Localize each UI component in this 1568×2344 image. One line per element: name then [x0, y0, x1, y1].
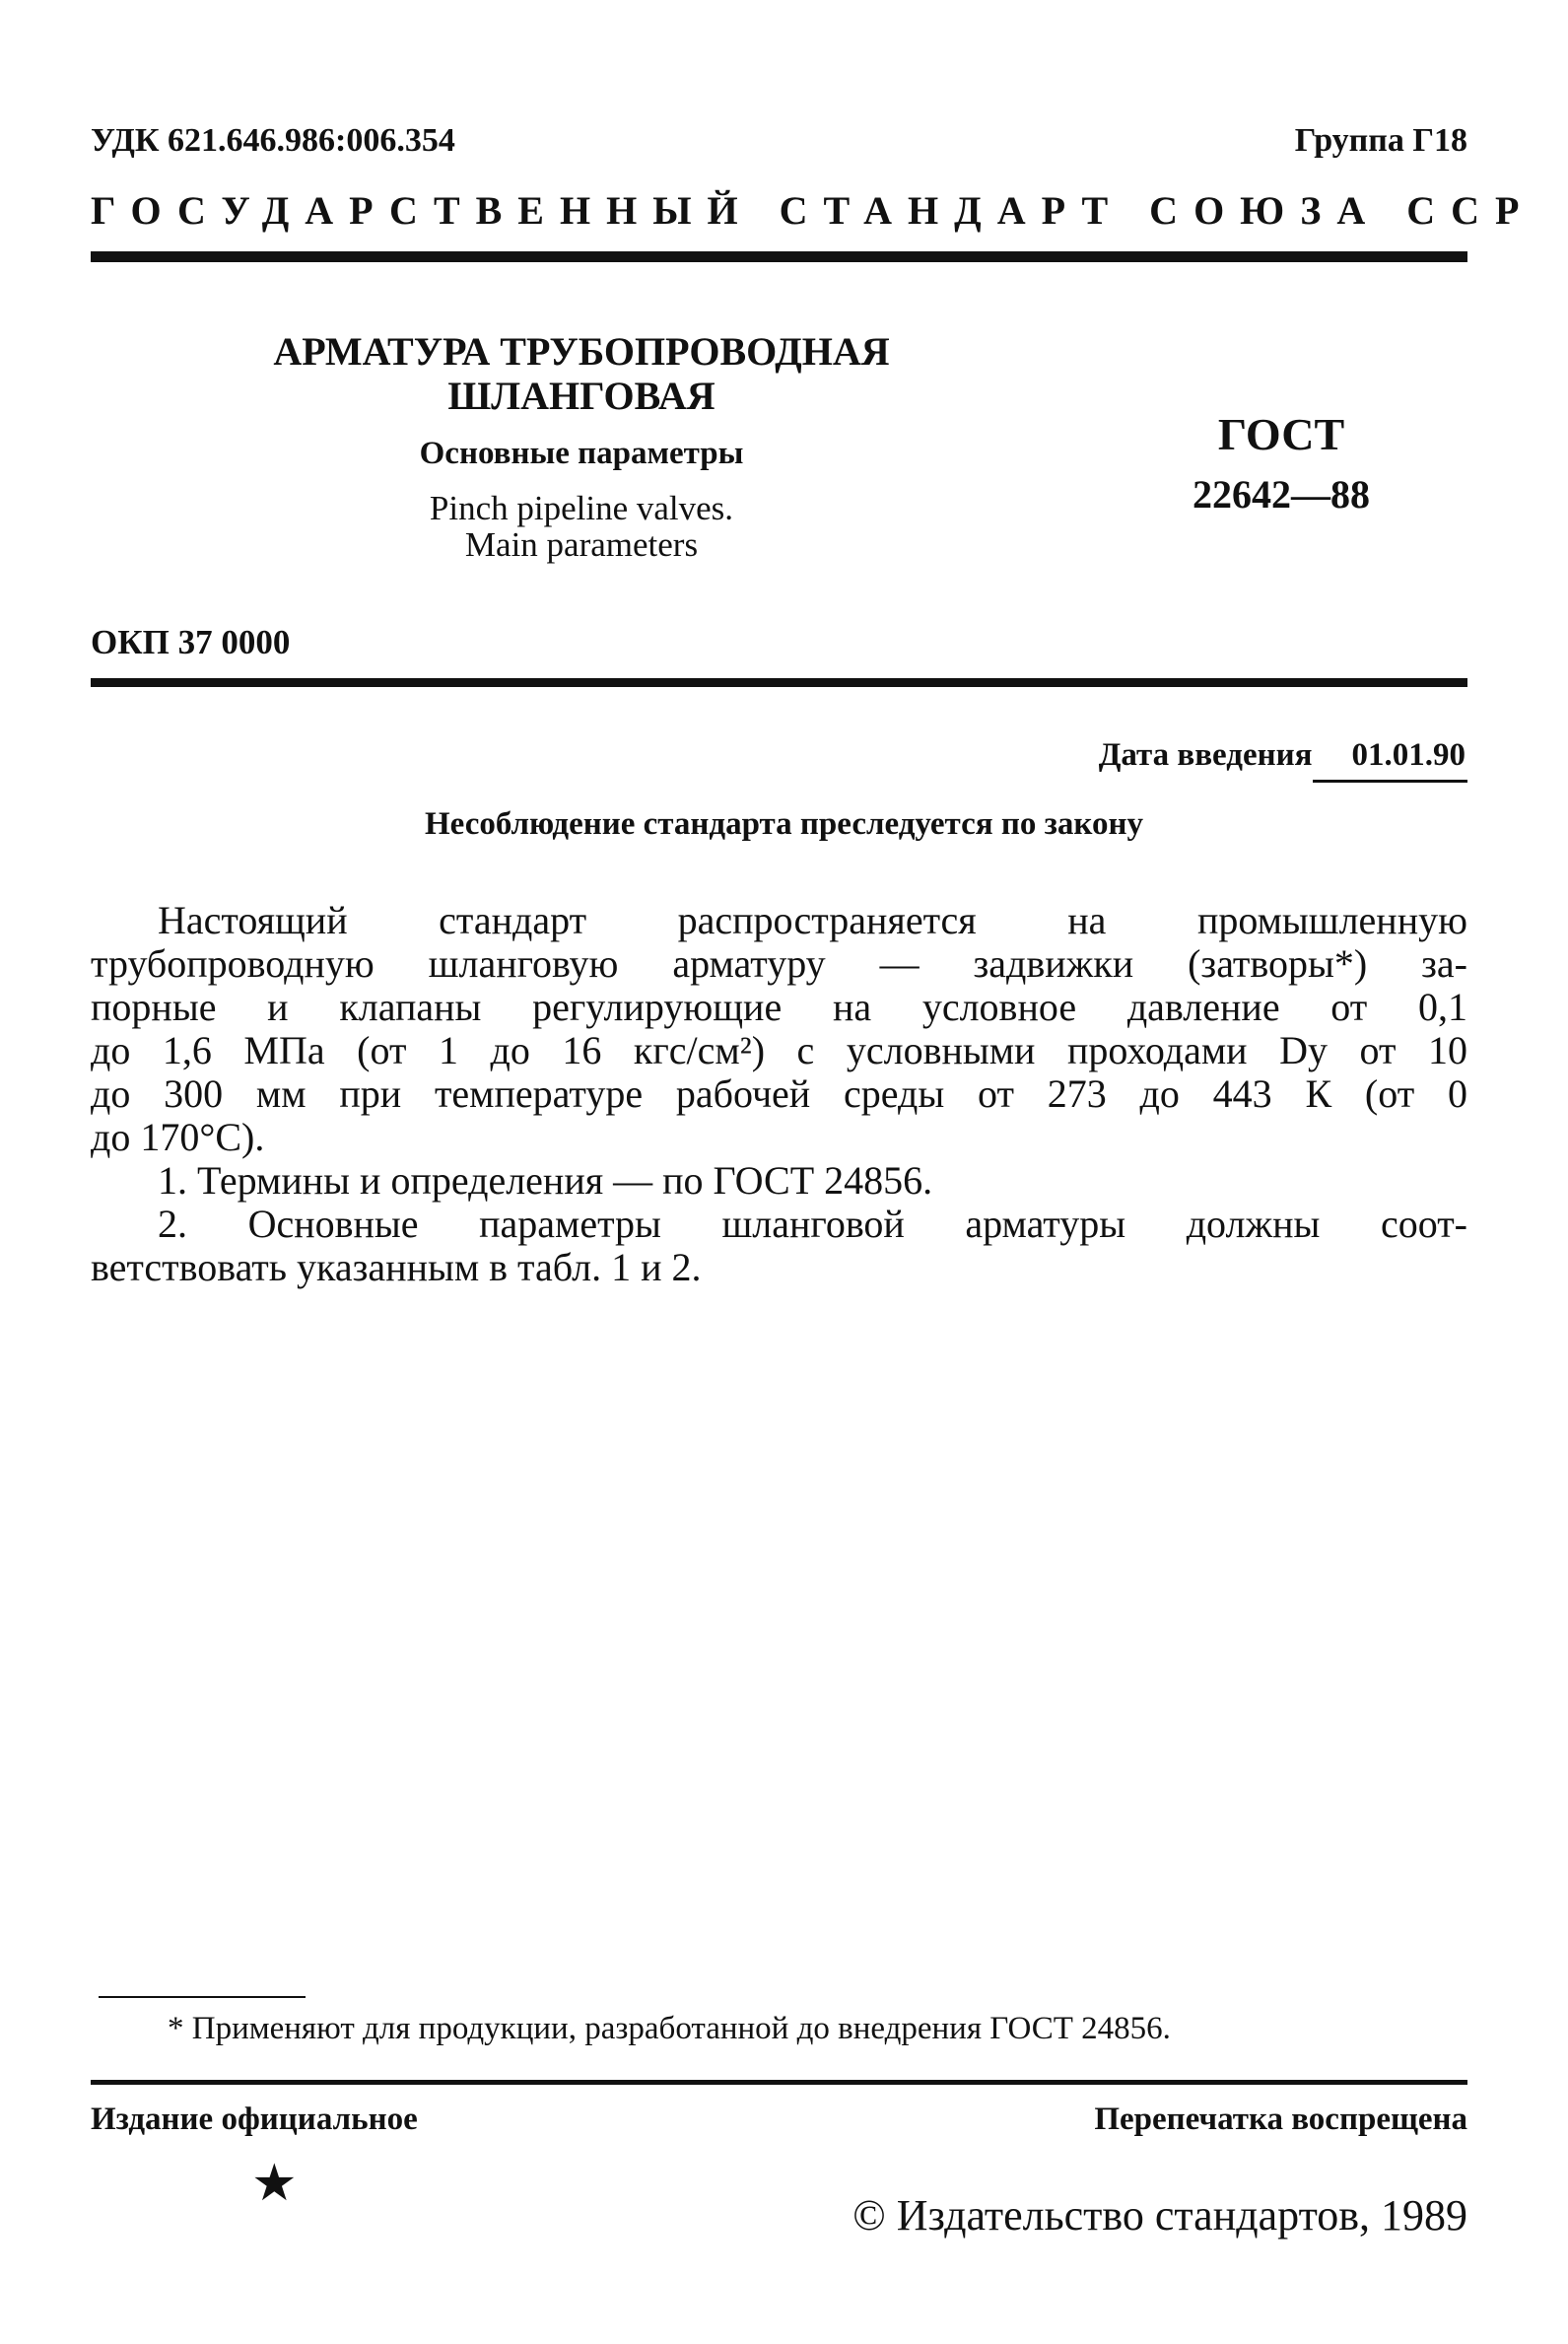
paragraph-line: до 1,6 МПа (от 1 до 16 кгс/см²) с условными проходами Dу от 10	[91, 1028, 1467, 1072]
paragraph-line: до 170°С).	[91, 1115, 265, 1159]
footnote: * Применяют для продукции, разработанной до внедрения ГОСТ 24856.	[168, 2011, 1171, 2046]
gost-label: ГОСТ	[1217, 409, 1345, 459]
footnote-rule	[99, 1996, 306, 1998]
paragraph-line: порные и клапаны регулирующие на условное давление от 0,1	[91, 985, 1467, 1029]
middle-rule	[91, 678, 1467, 687]
reprint-notice: Перепечатка воспрещена	[1094, 2102, 1467, 2137]
gost-number: 22642—88	[1193, 472, 1370, 517]
state-standard-banner: ГОСУДАРСТВЕННЫЙ СТАНДАРТ СОЮЗА ССР	[91, 188, 1535, 233]
body-text	[91, 899, 1467, 1289]
english-title-line-1: Pinch pipeline valves.	[429, 489, 734, 527]
list-item-2-line-2: ветствовать указанным в табл. 1 и 2.	[91, 1245, 702, 1289]
english-title-line-2: Main parameters	[464, 525, 699, 564]
list-item-2-line-1: 2. Основные параметры шланговой арматуры должны соот-	[158, 1202, 1467, 1246]
okp-code: ОКП 37 0000	[91, 623, 291, 661]
paragraph-line: до 300 мм при температуре рабочей среды от 273 до 443 К (от 0	[91, 1071, 1467, 1116]
title-line-2: ШЛАНГОВАЯ	[447, 374, 716, 418]
subtitle: Основные параметры	[419, 436, 744, 471]
paragraph-line: трубопроводную шланговую арматуру — задвижки (затворы*) за-	[91, 941, 1467, 986]
title-line-1: АРМАТУРА ТРУБОПРОВОДНАЯ	[273, 329, 890, 374]
edition-label: Издание официальное	[91, 2102, 418, 2137]
paragraph-line: Настоящий стандарт распространяется на промышленную	[158, 898, 1467, 942]
date-label: Дата введения	[1098, 737, 1313, 773]
legal-warning: Несоблюдение стандарта преследуется по закону	[425, 806, 1143, 842]
group-code: Группа Г18	[1294, 122, 1467, 159]
bottom-rule	[91, 2080, 1467, 2085]
date-value: 01.01.90	[1313, 737, 1468, 783]
top-rule	[91, 251, 1467, 262]
introduction-date	[1099, 737, 1467, 783]
udk-code: УДК 621.646.986:006.354	[91, 122, 455, 159]
copyright: © Издательство стандартов, 1989	[852, 2191, 1467, 2240]
star-icon: ★	[251, 2156, 298, 2212]
list-item-1: 1. Термины и определения — по ГОСТ 24856.	[158, 1158, 933, 1203]
